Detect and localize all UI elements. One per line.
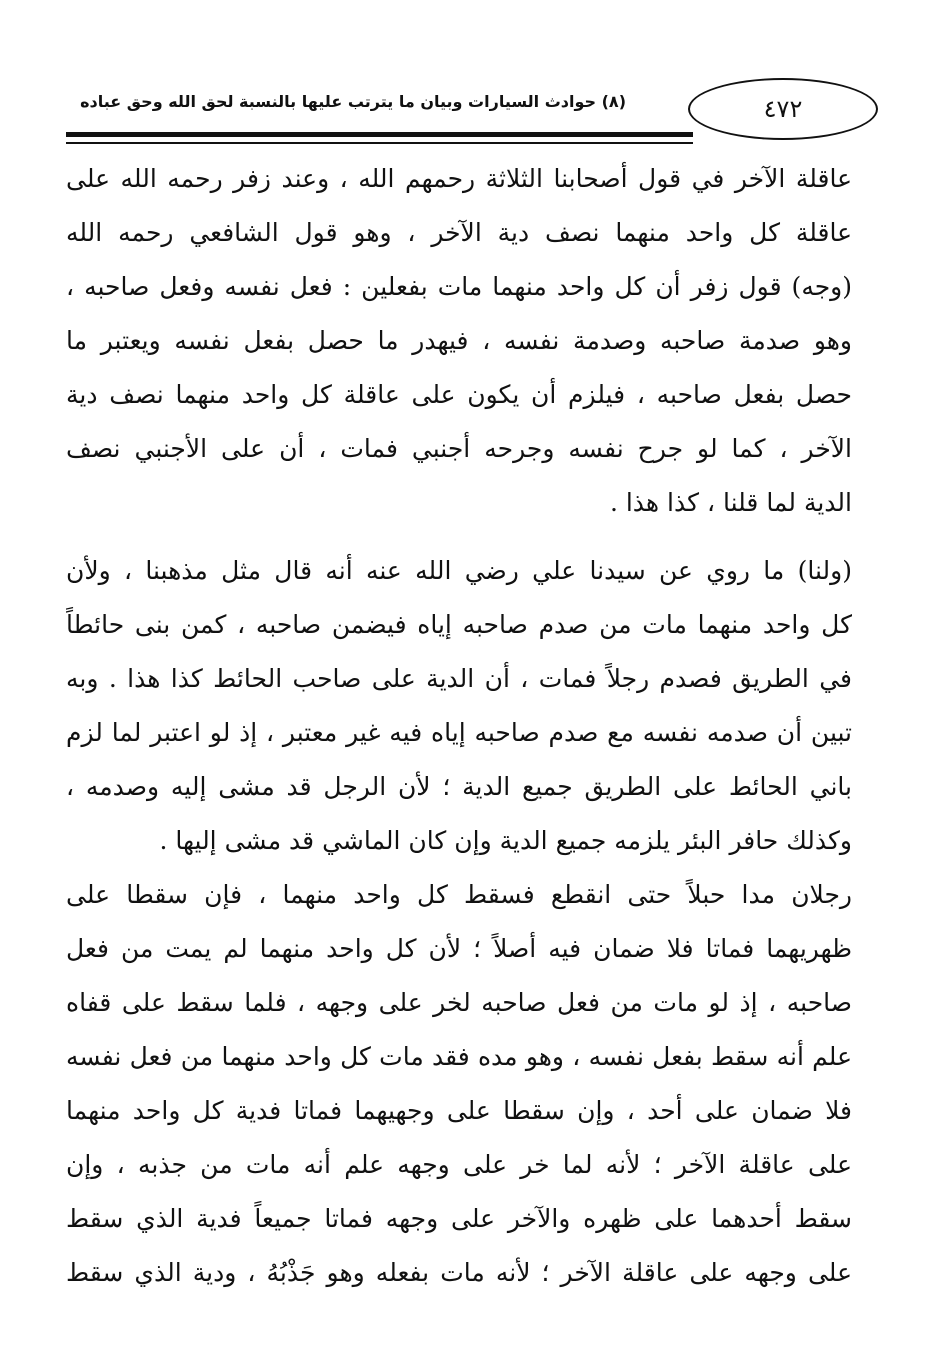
paragraph-gap xyxy=(66,530,852,544)
running-title: (٨) حوادث السيارات وبيان ما يترتب عليها بالنسبة لحق الله وحق عباده xyxy=(80,92,626,111)
text-line: صاحبه ، إذ لو مات من فعل صاحبه لخر على وجهه ، فلما سقط على قفاه xyxy=(66,988,852,1017)
header-rule-thin xyxy=(66,142,693,144)
text-line: عاقلة الآخر في قول أصحابنا الثلاثة رحمهم الله ، وعند زفر رحمه الله على xyxy=(66,164,852,193)
text-line: على وجهه على عاقلة الآخر ؛ لأنه مات بفعله وهو جَذْبُهُ ، ودية الذي سقط xyxy=(66,1258,852,1287)
text-line: حصل بفعل صاحبه ، فيلزم أن يكون على عاقلة كل واحد منهما نصف دية xyxy=(66,380,852,409)
page-number-oval xyxy=(688,78,878,140)
text-line: عاقلة كل واحد منهما نصف دية الآخر ، وهو قول الشافعي رحمه الله xyxy=(66,218,852,247)
text-line: ظهريهما فماتا فلا ضمان فيه أصلاً ؛ لأن كل واحد منهما لم يمت من فعل xyxy=(66,934,852,963)
text-line: في الطريق فصدم رجلاً فمات ، أن الدية على صاحب الحائط كذا هذا . وبه xyxy=(66,664,852,693)
paragraph-1 xyxy=(66,152,852,530)
text-line: وكذلك حافر البئر يلزمه جميع الدية وإن كان الماشي قد مشى إليها . xyxy=(159,826,852,855)
text-line: الآخر ، كما لو جرح نفسه وجرحه أجنبي فمات ، أن على الأجنبي نصف xyxy=(66,434,852,463)
text-line: رجلان مدا حبلاً حتى انقطع فسقط كل واحد منهما ، فإن سقطا على xyxy=(66,880,852,909)
text-line: على عاقلة الآخر ؛ لأنه لما خر على وجهه علم أنه مات من جذبه ، وإن xyxy=(66,1150,852,1179)
paragraph-2 xyxy=(66,544,852,1300)
header-rule-thick xyxy=(66,132,693,137)
text-line: علم أنه سقط بفعل نفسه ، وهو مده فقد مات كل واحد منهما من فعل نفسه xyxy=(66,1042,852,1071)
text-line: (وجه) قول زفر أن كل واحد منهما مات بفعلين : فعل نفسه وفعل صاحبه ، xyxy=(66,272,852,301)
text-line: الدية لما قلنا ، كذا هذا . xyxy=(609,488,852,517)
body-text xyxy=(66,152,852,1300)
page-header xyxy=(66,78,878,148)
text-line: باني الحائط على الطريق جميع الدية ؛ لأن الرجل قد مشى إليه وصدمه ، xyxy=(66,772,852,801)
page-number: ٤٧٢ xyxy=(763,95,803,123)
text-line: كل واحد منهما مات من صدم صاحبه إياه فيضمن صاحبه ، كمن بنى حائطاً xyxy=(66,610,852,639)
text-line: فلا ضمان على أحد ، وإن سقطا على وجهيهما فماتا فدية كل واحد منهما xyxy=(66,1096,852,1125)
text-line: تبين أن صدمه نفسه مع صدم صاحبه إياه فيه غير معتبر ، إذ لو اعتبر لما لزم xyxy=(66,718,852,747)
text-line: (ولنا) ما روي عن سيدنا علي رضي الله عنه أنه قال مثل مذهبنا ، ولأن xyxy=(66,556,852,585)
text-line: سقط أحدهما على ظهره والآخر على وجهه فماتا جميعاً فدية الذي سقط xyxy=(66,1204,852,1233)
text-line: وهو صدمة صاحبه وصدمة نفسه ، فيهدر ما حصل بفعل نفسه ويعتبر ما xyxy=(66,326,852,355)
